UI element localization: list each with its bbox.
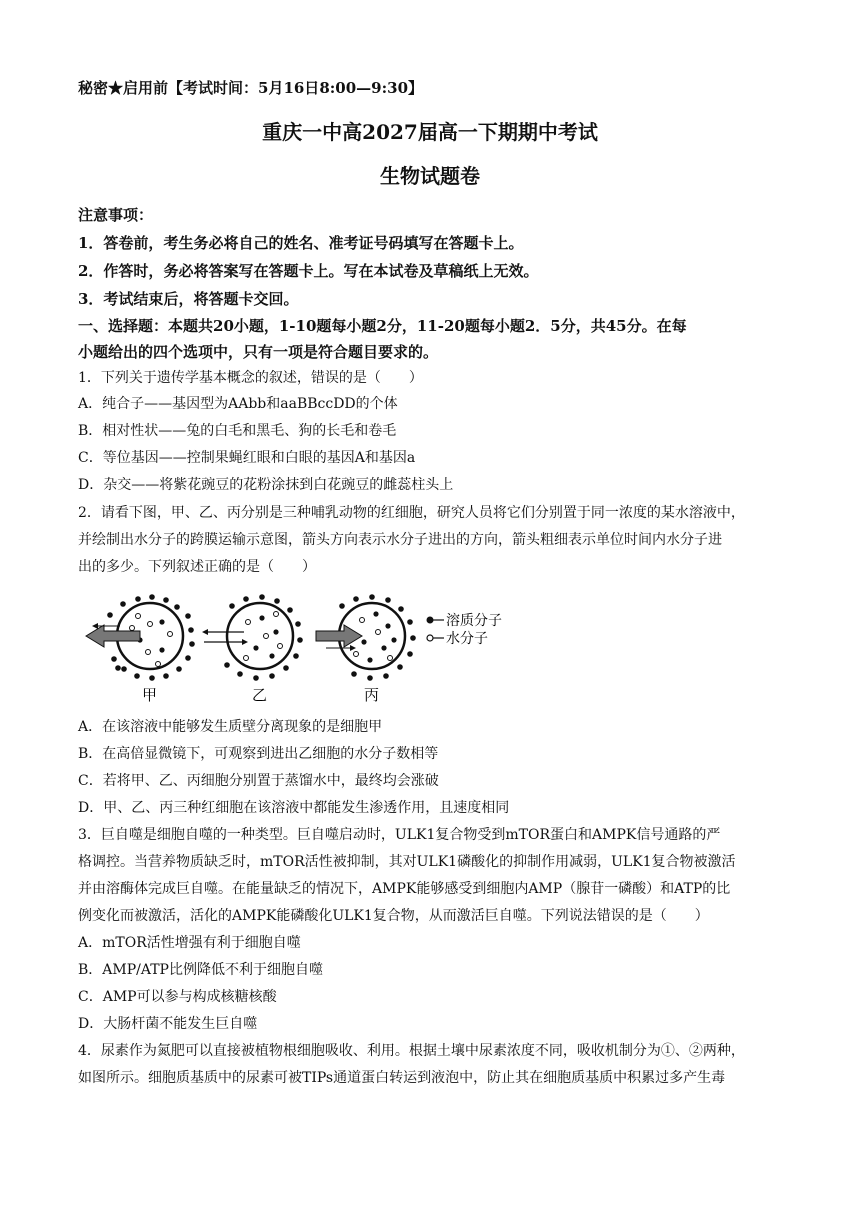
notice-item: 1．答卷前，考生务必将自己的姓名、准考证号码填写在答题卡上。 [78,234,524,252]
cell-bing [316,594,416,681]
option: A．纯合子——基因型为AAbb和aaBBccDD的个体 [78,396,398,412]
legend [427,612,503,647]
question-stem: 例变化而被激活，活化的AMPK能磷酸化ULK1复合物，从而激活巨自噬。下列说法错误的是（ ） [78,908,709,924]
question-stem: 3．巨自噬是细胞自噬的一种类型。巨自噬启动时，ULK1复合物受到mTOR蛋白和AMPK信号通路的严 [78,827,721,843]
label-jia: 甲 [142,686,158,704]
cell-jia [86,594,195,681]
section-heading: 一、选择题：本题共20小题，1-10题每小题2分，11-20题每小题2．5分，共45分。在每 [78,317,687,335]
notice-heading: 注意事项： [78,206,154,224]
secret-header: 秘密★启用前【考试时间：5月16日8:00—9:30】 [78,79,424,97]
question-stem: 并绘制出水分子的跨膜运输示意图，箭头方向表示水分子进出的方向，箭头粗细表示单位时间内水分子进 [78,532,722,548]
option: C．AMP可以参与构成核糖核酸 [78,989,277,1005]
question-stem: 4．尿素作为氮肥可以直接被植物根细胞吸收、利用。根据土壤中尿素浓度不同，吸收机制分为①、②两种， [78,1043,745,1059]
option: D．甲、乙、丙三种红细胞在该溶液中都能发生渗透作用，且速度相同 [78,800,510,816]
option: D．杂交——将紫花豌豆的花粉涂抹到白花豌豆的雌蕊柱头上 [78,477,454,493]
question-stem: 格调控。当营养物质缺乏时，mTOR活性被抑制，其对ULK1磷酸化的抑制作用减弱，ULK1复合物被激活 [78,854,736,870]
option: A．mTOR活性增强有利于细胞自噬 [78,935,301,951]
option: C．等位基因——控制果蝇红眼和白眼的基因A和基因a [78,450,416,466]
notice-item: 3．考试结束后，将答题卡交回。 [78,290,299,308]
label-bing: 丙 [364,686,380,704]
question-stem: 如图所示。细胞质基质中的尿素可被TIPs通道蛋白转运到液泡中，防止其在细胞质基质中积累过多产生毒 [78,1070,726,1086]
question-stem: 并由溶酶体完成巨自噬。在能量缺乏的情况下，AMPK能够感受到细胞内AMP（腺苷一磷酸）和ATP的比 [78,881,731,897]
exam-subtitle: 生物试题卷 [380,164,480,188]
exam-title: 重庆一中高2027届高一下期期中考试 [262,120,598,144]
option: C．若将甲、乙、丙细胞分别置于蒸馏水中，最终均会涨破 [78,773,439,789]
notice-item: 2．作答时，务必将答案写在答题卡上。写在本试卷及草稿纸上无效。 [78,262,539,280]
section-heading: 小题给出的四个选项中，只有一项是符合题目要求的。 [78,343,439,361]
question-stem: 出的多少。下列叙述正确的是（ ） [78,559,316,575]
cell-yi [202,594,303,681]
legend-solute: 溶质分子 [446,613,502,629]
label-yi: 乙 [252,686,268,704]
option: B．相对性状——兔的白毛和黑毛、狗的长毛和卷毛 [78,423,397,439]
option: B．在高倍显微镜下，可观察到进出乙细胞的水分子数相等 [78,746,439,762]
question-stem: 1．下列关于遗传学基本概念的叙述，错误的是（ ） [78,370,423,386]
option: A．在该溶液中能够发生质壁分离现象的是细胞甲 [78,719,383,735]
legend-water: 水分子 [446,631,488,647]
osmosis-figure [80,592,540,704]
question-stem: 2．请看下图，甲、乙、丙分别是三种哺乳动物的红细胞，研究人员将它们分别置于同一浓度的某水溶液中， [78,505,745,521]
option: B．AMP/ATP比例降低不利于细胞自噬 [78,962,323,978]
option: D．大肠杆菌不能发生巨自噬 [78,1016,258,1032]
